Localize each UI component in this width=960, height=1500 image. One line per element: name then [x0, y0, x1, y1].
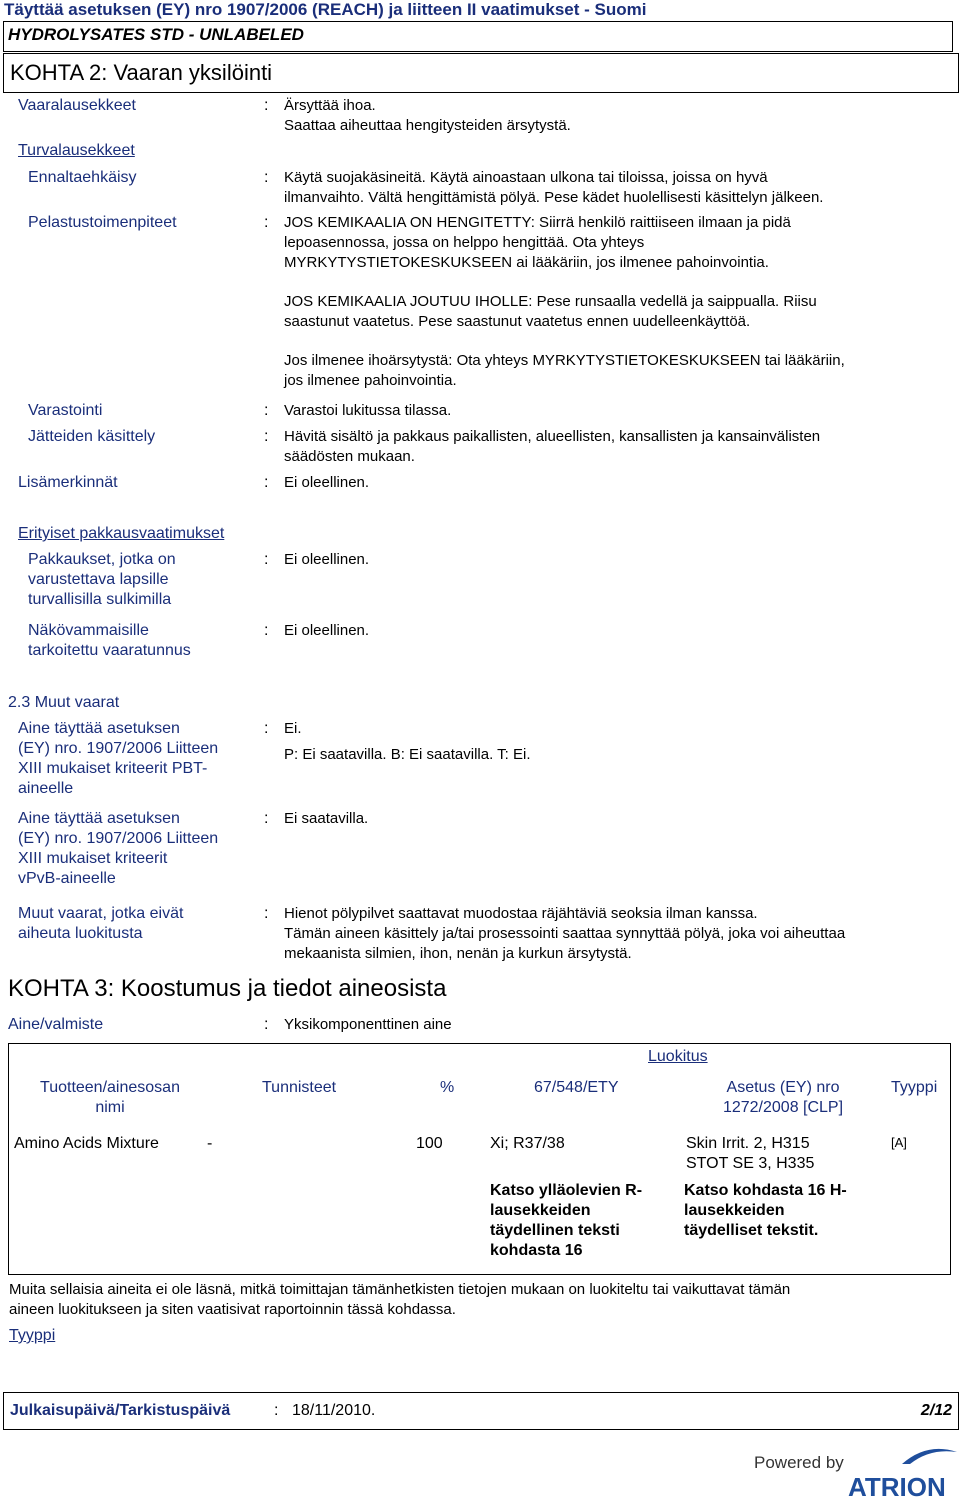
- colon: :: [264, 474, 269, 491]
- pbt-label: Aine täyttää asetuksen (EY) nro. 1907/2006 Liitteen XIII mukaiset kriteerit PBT- aineelle: [18, 720, 219, 797]
- atrion-logo: [752, 1440, 960, 1498]
- prevention-label: Ennaltaehkäisy: [28, 169, 137, 186]
- row-percent: 100: [416, 1135, 443, 1152]
- other-hazards-value: Hienot pölypilvet saattavat muodostaa räjähtäviä seoksia ilman kanssa. Tämän aineen käsittely ja/tai prosessointi saattaa synnyttää pölyä, joka voi aiheuttaa mekaanista silmien, ihon, nenän ja kurkun ärsytystä.: [284, 905, 846, 962]
- document-title: Täyttää asetuksen (EY) nro 1907/2006 (REACH) ja liitteen II vaatimukset - Suomi: [4, 0, 647, 19]
- colon: :: [264, 622, 269, 639]
- colon: :: [264, 720, 269, 737]
- classification-header: Luokitus: [648, 1048, 708, 1065]
- colon: :: [264, 402, 269, 419]
- pbt-detail: P: Ei saatavilla. B: Ei saatavilla. T: Ei.: [284, 746, 531, 763]
- response-label: Pelastustoimenpiteet: [28, 214, 177, 231]
- tactile-warning-label: Näkövammaisille tarkoitettu vaaratunnus: [28, 622, 191, 659]
- footer-date: 18/11/2010.: [292, 1402, 376, 1419]
- footer-colon: :: [274, 1402, 279, 1419]
- swoosh-icon: [902, 1449, 957, 1464]
- type-link[interactable]: Tyyppi: [9, 1327, 56, 1344]
- colon: :: [264, 169, 269, 186]
- response-paragraph-1: JOS KEMIKAALIA ON HENGITETTY: Siirrä henkilö raittiiseen ilmaan ja pidä lepoasennossa, jossa on helppo hengittää. Ota yhteys MYRKYTYSTIETOKESKUKSEEN ai lääkäriin, jos ilmenee pahoinvointia.: [284, 214, 791, 271]
- footer-date-label: Julkaisupäivä/Tarkistuspäivä: [10, 1402, 231, 1419]
- supplemental-label: Lisämerkinnät: [18, 474, 118, 491]
- section-3-title: KOHTA 3: Koostumus ja tiedot aineosista: [8, 975, 447, 1002]
- storage-label: Varastointi: [28, 402, 103, 419]
- brand-text: ATRION: [848, 1472, 946, 1498]
- column-header-type: Tyyppi: [891, 1079, 938, 1096]
- hazard-statements-label: Vaaralausekkeet: [18, 97, 136, 114]
- colon: :: [264, 810, 269, 827]
- substance-label: Aine/valmiste: [8, 1016, 104, 1033]
- section-2-title: KOHTA 2: Vaaran yksilöinti: [10, 60, 273, 85]
- packaging-heading: Erityiset pakkausvaatimukset: [18, 525, 225, 542]
- column-header-67-548: 67/548/ETY: [534, 1079, 619, 1096]
- other-hazards-heading: 2.3 Muut vaarat: [8, 694, 120, 711]
- other-hazards-label: Muut vaarat, jotka eivät aiheuta luokitusta: [18, 905, 184, 942]
- vpvb-value: Ei saatavilla.: [284, 810, 369, 827]
- page-number: 2/12: [920, 1402, 952, 1419]
- product-name: HYDROLYSATES STD - UNLABELED: [8, 25, 304, 44]
- row-identifiers: -: [207, 1135, 213, 1152]
- substance-value: Yksikomponenttinen aine: [284, 1016, 452, 1033]
- powered-by-text: Powered by: [754, 1453, 844, 1472]
- prevention-value: Käytä suojakäsineitä. Käytä ainoastaan ulkona tai tiloissa, joissa on hyvä ilmanvaihto. Vältä hengittämistä pölyä. Pese kädet huolellisesti käsittelyn jälkeen.: [284, 169, 824, 206]
- storage-value: Varastoi lukitussa tilassa.: [284, 402, 452, 419]
- column-header-identifiers: Tunnisteet: [262, 1079, 337, 1096]
- column-header-percent: %: [440, 1079, 455, 1096]
- row-clp: Skin Irrit. 2, H315 STOT SE 3, H335: [686, 1135, 815, 1172]
- response-paragraph-3: Jos ilmenee ihoärsytystä: Ota yhteys MYRKYTYSTIETOKESKUKSEEN tai lääkäriin, jos ilmenee pahoinvointia.: [284, 352, 845, 389]
- colon: :: [264, 551, 269, 568]
- pbt-value: Ei.: [284, 720, 302, 737]
- row-type: [A]: [891, 1135, 907, 1150]
- column-header-clp: Asetus (EY) nro 1272/2008 [CLP]: [722, 1079, 844, 1116]
- supplemental-value: Ei oleellinen.: [284, 474, 370, 491]
- tactile-warning-value: Ei oleellinen.: [284, 622, 370, 639]
- child-resistant-label: Pakkaukset, jotka on varustettava lapsille turvallisilla sulkimilla: [28, 551, 176, 608]
- colon: :: [264, 1016, 269, 1033]
- vpvb-label: Aine täyttää asetuksen (EY) nro. 1907/2006 Liitteen XIII mukaiset kriteerit vPvB-aineelle: [18, 810, 219, 887]
- composition-footnote: Muita sellaisia aineita ei ole läsnä, mitkä toimittajan tämänhetkisten tietojen mukaan on luokiteltu tai vaikuttavat tämän aineen luokitukseen ja siten vaatisivat raportoinnin tässä kohdassa.: [9, 1281, 791, 1318]
- column-header-name: Tuotteen/ainesosan nimi: [40, 1079, 180, 1116]
- colon: :: [264, 97, 269, 114]
- colon: :: [264, 905, 269, 922]
- note-67-548: Katso ylläolevien R- lausekkeiden täydellinen teksti kohdasta 16: [490, 1182, 643, 1259]
- disposal-value: Hävitä sisältö ja pakkaus paikallisten, alueellisten, kansallisten ja kansainvälisten säädösten mukaan.: [284, 428, 821, 465]
- disposal-label: Jätteiden käsittely: [28, 428, 156, 445]
- safety-statements-label: Turvalausekkeet: [18, 142, 135, 159]
- note-clp: Katso kohdasta 16 H- lausekkeiden täydelliset tekstit.: [684, 1182, 847, 1239]
- response-paragraph-2: JOS KEMIKAALIA JOUTUU IHOLLE: Pese runsaalla vedellä ja saippualla. Riisu saastunut vaatetus. Pese saastunut vaatetus ennen uudelleenkäyttöä.: [284, 293, 817, 330]
- row-67-548: Xi; R37/38: [490, 1135, 565, 1152]
- colon: :: [264, 214, 269, 231]
- hazard-statements-value: Ärsyttää ihoa. Saattaa aiheuttaa hengitysteiden ärsytystä.: [284, 97, 571, 134]
- row-name: Amino Acids Mixture: [14, 1135, 159, 1152]
- child-resistant-value: Ei oleellinen.: [284, 551, 370, 568]
- colon: :: [264, 428, 269, 445]
